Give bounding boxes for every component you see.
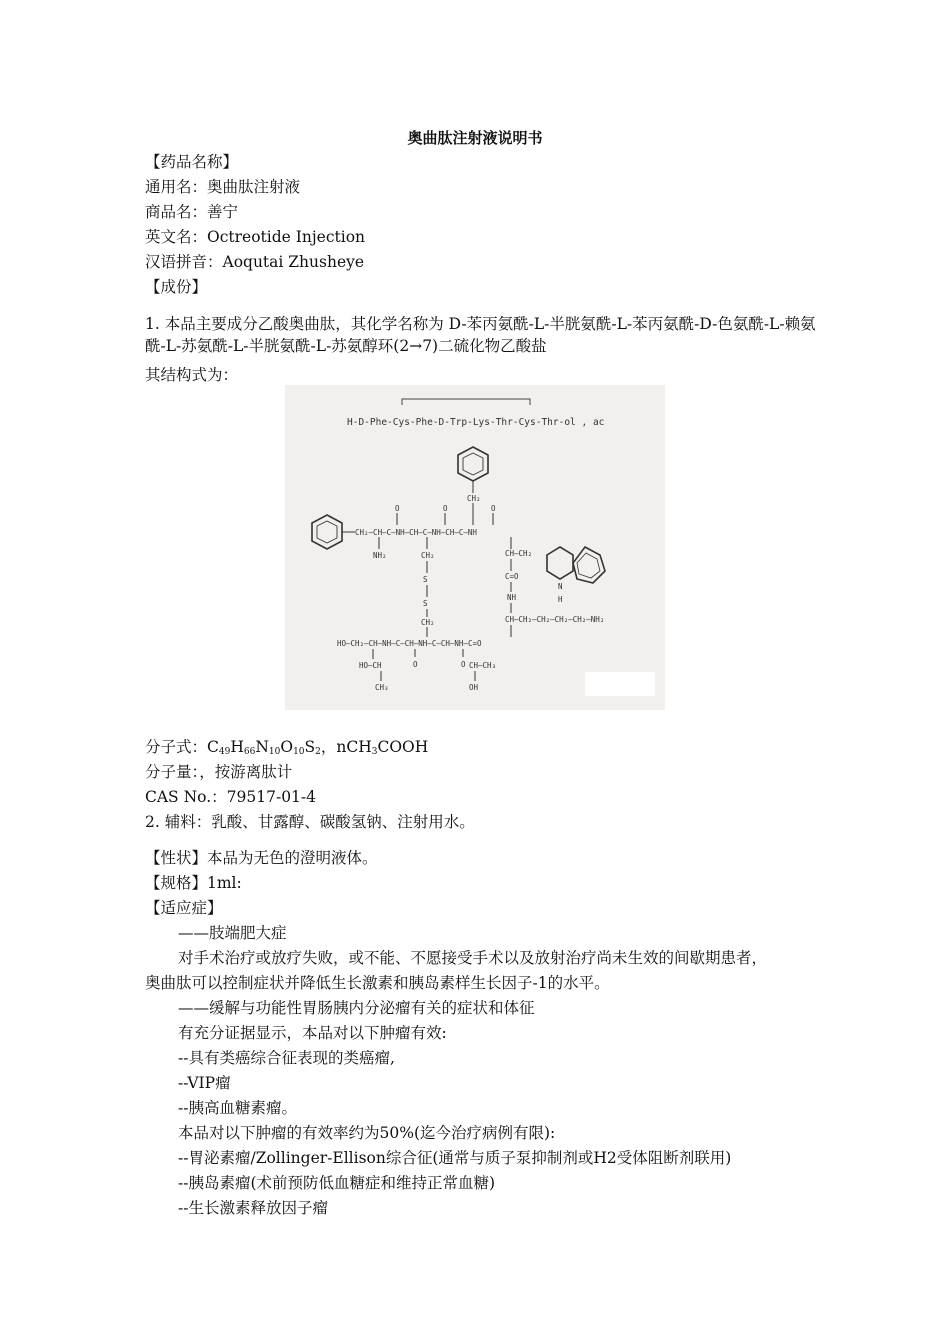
trade-name: 商品名：善宁 xyxy=(145,203,239,221)
list-item: --胰高血糖素瘤。 xyxy=(178,1099,297,1117)
svg-text:CH₃: CH₃ xyxy=(375,683,389,692)
section-spec: 【规格】1ml: xyxy=(145,874,242,892)
svg-text:N: N xyxy=(558,582,563,591)
svg-text:CH₂–CH–C–NH–CH–C–NH–CH–C–NH: CH₂–CH–C–NH–CH–C–NH–CH–C–NH xyxy=(355,528,477,537)
svg-text:C=O: C=O xyxy=(505,572,519,581)
list-item: --具有类癌综合征表现的类癌瘤, xyxy=(178,1049,395,1067)
svg-text:CH–CH₂–CH₂–CH₂–CH₂–NH₂: CH–CH₂–CH₂–CH₂–CH₂–NH₂ xyxy=(505,615,605,624)
svg-text:O: O xyxy=(443,504,448,513)
acromegaly-header: ——肢端肥大症 xyxy=(178,924,287,942)
svg-text:O: O xyxy=(413,660,418,669)
svg-text:S: S xyxy=(423,599,428,608)
section-composition: 【成份】 xyxy=(145,278,208,296)
svg-text:HO–CH: HO–CH xyxy=(359,661,382,670)
svg-text:CH₂: CH₂ xyxy=(467,494,481,503)
section-drug-name: 【药品名称】 xyxy=(145,153,239,171)
svg-text:NH: NH xyxy=(507,593,517,602)
section-indications: 【适应症】 xyxy=(145,899,223,917)
svg-text:O: O xyxy=(395,504,400,513)
list-item: --胃泌素瘤/Zollinger-Ellison综合征(通常与质子泵抑制剂或H2受体阻断剂联用) xyxy=(178,1149,732,1167)
structure-label: 其结构式为： xyxy=(145,366,239,384)
efficacy-text: 本品对以下肿瘤的有效率约为50%(迄今治疗病例有限): xyxy=(178,1124,556,1142)
list-item: --胰岛素瘤(术前预防低血糖症和维持正常血糖) xyxy=(178,1174,496,1192)
svg-text:CH₂: CH₂ xyxy=(421,551,435,560)
molecular-formula: 分子式：$C_{49}H_{66}N_{10}O_{10}S_2$，nCH$_3$COOH xyxy=(145,738,429,757)
peptide-sequence: H-D-Phe-Cys-Phe-D-Trp-Lys-Thr-Cys-Thr-ol , ac xyxy=(347,417,605,428)
excipients: 2. 辅料：乳酸、甘露醇、碳酸氢钠、注射用水。 xyxy=(145,813,475,831)
svg-text:HO–CH₂–CH–NH–C–CH–NH–C–CH–NH–C: HO–CH₂–CH–NH–C–CH–NH–C–CH–NH–C=O xyxy=(337,639,482,648)
svg-text:NH₂: NH₂ xyxy=(373,551,387,560)
molecular-weight: 分子量：，按游离肽计 xyxy=(145,763,293,781)
gep-tumor-header: ——缓解与功能性胃肠胰内分泌瘤有关的症状和体征 xyxy=(178,999,535,1017)
list-item: --VIP瘤 xyxy=(178,1074,231,1092)
list-item: --生长激素释放因子瘤 xyxy=(178,1199,328,1217)
section-appearance: 【性状】本品为无色的澄明液体。 xyxy=(145,849,378,867)
svg-text:CH₂: CH₂ xyxy=(421,618,435,627)
svg-text:O: O xyxy=(461,660,466,669)
svg-text:CH–CH₃: CH–CH₃ xyxy=(469,661,497,670)
pinyin-name: 汉语拼音：Aoqutai Zhusheye xyxy=(145,253,365,271)
acromegaly-text-1: 对手术治疗或放疗失败，或不能、不愿接受手术以及放射治疗尚未生效的间歇期患者， xyxy=(178,949,768,967)
composition-text: 1. 本品主要成分乙酸奥曲肽，其化学名称为 D-苯丙氨酰-L-半胱氨酰-L-苯丙氨酰-D-色氨酰-L-赖氨酰-L-苏氨酰-L-半胱氨酰-L-苏氨醇环(2→7)二硫化物乙酸盐 xyxy=(145,315,816,355)
structural-formula-image xyxy=(285,385,665,710)
english-name: 英文名：Octreotide Injection xyxy=(145,228,366,246)
cas-number: CAS No.：79517-01-4 xyxy=(145,788,317,806)
evidence-text: 有充分证据显示，本品对以下肿瘤有效: xyxy=(178,1024,447,1042)
svg-text:S: S xyxy=(423,575,428,584)
generic-name: 通用名：奥曲肽注射液 xyxy=(145,178,301,196)
svg-text:O: O xyxy=(491,504,496,513)
document-title: 奥曲肽注射液说明书 xyxy=(407,129,543,147)
svg-text:CH–CH₂: CH–CH₂ xyxy=(505,549,533,558)
svg-text:H: H xyxy=(558,595,563,604)
svg-text:OH: OH xyxy=(469,683,479,692)
acromegaly-text-2: 奥曲肽可以控制症状并降低生长激素和胰岛素样生长因子-1的水平。 xyxy=(145,974,610,992)
